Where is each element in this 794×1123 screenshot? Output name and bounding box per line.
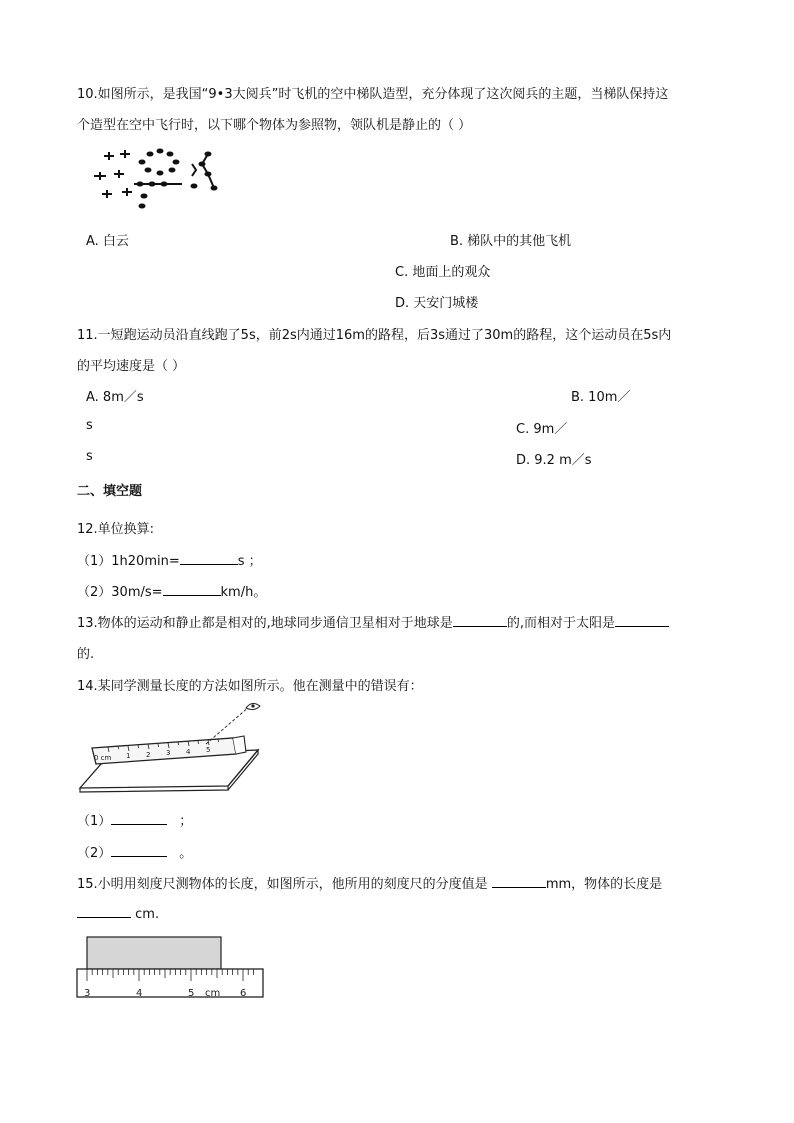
q14-ruler-label-1: 1 (126, 752, 131, 760)
q14-item2-suffix: 。 (179, 846, 193, 861)
q14-ruler-label-5: 5 (206, 746, 211, 754)
q11-line1: 11.一短跑运动员沿直线跑了5s，前2s内通过16m的路程，后3s通过了30m的路程，这个运动员在5s内 (77, 328, 672, 343)
formation-left-group (94, 150, 132, 198)
q14-ruler-label-2: 2 (146, 751, 151, 759)
q13-line1-middle: 的,而相对于太阳是 (506, 616, 615, 631)
q11-option-a[interactable]: A. 8m／s (86, 390, 144, 405)
q14-ruler-label-3: 3 (166, 749, 171, 757)
q12-item2-suffix: km/h。 (220, 585, 267, 600)
q14-item2-prefix: （2） (77, 846, 112, 861)
q14-title: 14.某同学测量长度的方法如图所示。他在测量中的错误有： (77, 679, 423, 694)
q15-blank-2[interactable] (77, 905, 131, 918)
q12-item2-prefix: （2）30m/s= (77, 585, 163, 600)
formation-figure (84, 146, 224, 212)
q12-item1 (77, 550, 262, 569)
q15-ruler-label-5: 5 (188, 988, 195, 999)
q12-title: 12.单位换算: (77, 522, 155, 537)
q13-blank-1[interactable] (453, 614, 507, 627)
q15-line2 (77, 905, 159, 922)
q10-option-a[interactable]: A. 白云 (86, 234, 129, 249)
q15-ruler-label-4: 4 (136, 988, 143, 999)
q12-item1-prefix: （1）1h20min= (77, 554, 180, 569)
q14-item1-suffix: ； (179, 814, 193, 829)
formation-k-shape (191, 152, 217, 190)
q15-line1-suffix: mm，物体的长度是 (545, 877, 663, 892)
q15-ruler-label-6: 6 (240, 988, 247, 999)
q10-option-c[interactable]: C. 地面上的观众 (395, 265, 491, 280)
q14-item1-blank[interactable] (111, 812, 167, 825)
q15-ruler-label-3: 3 (84, 988, 91, 999)
q11-option-b[interactable]: B. 10m／ (571, 390, 631, 405)
q12-item1-suffix: s ； (237, 554, 262, 569)
q14-item1 (77, 810, 192, 829)
q11-option-b-cont: s (86, 418, 93, 433)
q12-item2-blank[interactable] (163, 583, 221, 596)
q13-blank-2[interactable] (615, 614, 669, 627)
q10-line2: 个造型在空中飞行时，以下哪个物体为参照物，领队机是静止的（ ） (77, 118, 472, 133)
q12-item2 (77, 581, 266, 600)
q11-option-d[interactable]: D. 9.2 m／s (516, 453, 592, 468)
q14-item2-blank[interactable] (111, 844, 167, 857)
q14-ruler-label-0: 0 cm (94, 754, 112, 762)
q13-line1 (77, 612, 669, 631)
q15-line2-suffix: cm. (131, 907, 160, 922)
q15-ruler-figure (77, 935, 267, 1001)
q15-line1 (77, 873, 662, 892)
eye-icon (246, 703, 260, 709)
q14-ruler-label-4: 4 (186, 748, 191, 756)
section-fill-blank-heading: 二、填空题 (77, 484, 143, 499)
q12-item1-blank[interactable] (180, 552, 238, 565)
q14-item1-prefix: （1） (77, 814, 112, 829)
q11-option-c[interactable]: C. 9m／ (516, 422, 568, 437)
q14-item2 (77, 842, 192, 861)
q10-option-b[interactable]: B. 梯队中的其他飞机 (450, 234, 572, 249)
q15-line1-prefix: 15.小明用刻度尺测物体的长度，如图所示，他所用的刻度尺的分度值是 (77, 877, 492, 892)
q15-blank-1[interactable] (492, 875, 546, 888)
q14-ruler-figure (78, 700, 268, 796)
formation-nine-shape (134, 149, 182, 208)
q11-line2: 的平均速度是（ ） (77, 359, 186, 374)
q15-ruler-label-cm: cm (205, 988, 221, 999)
q10-option-d[interactable]: D. 天安门城楼 (395, 296, 479, 311)
q11-option-c-cont: s (86, 449, 93, 464)
q10-line1: 10.如图所示，是我国“9•3大阅兵”时飞机的空中梯队造型，充分体现了这次阅兵的主题，当梯队保持这 (77, 87, 669, 102)
q13-line1-prefix: 13.物体的运动和静止都是相对的,地球同步通信卫星相对于地球是 (77, 616, 453, 631)
q13-line2: 的. (77, 647, 95, 662)
